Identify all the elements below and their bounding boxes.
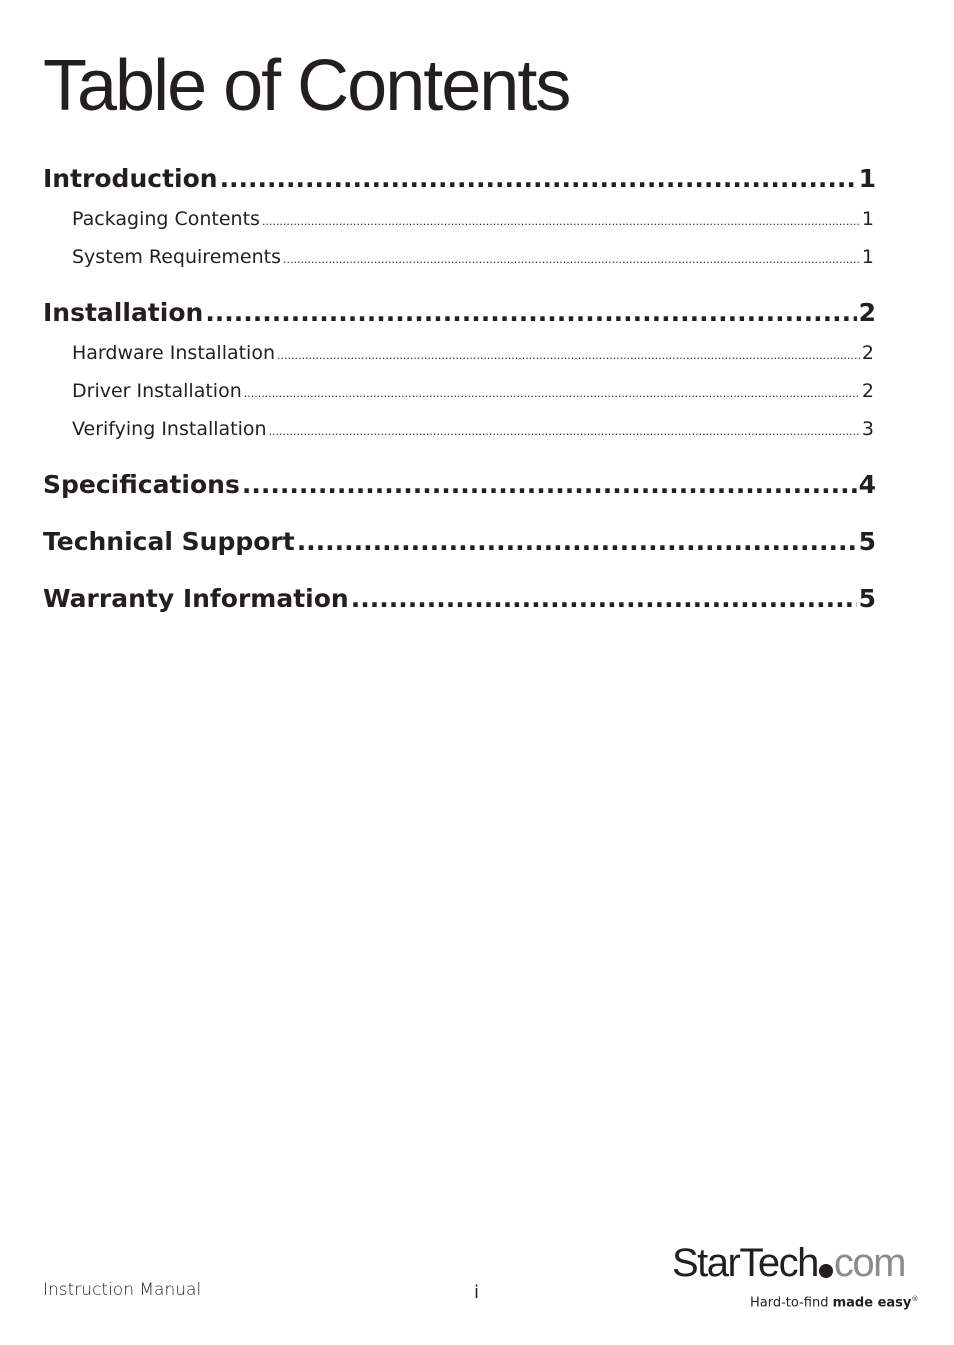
toc-page-number: 2 bbox=[861, 342, 874, 364]
toc-page-number: 5 bbox=[858, 527, 876, 556]
logo-dot-icon bbox=[819, 1264, 833, 1278]
footer-manual-label: Instruction Manual bbox=[43, 1280, 202, 1300]
toc-label: Installation bbox=[43, 298, 204, 327]
toc-page-number: 1 bbox=[858, 164, 876, 193]
registered-mark: ® bbox=[911, 1295, 919, 1303]
startech-logo bbox=[672, 1241, 919, 1318]
footer-page-number: i bbox=[474, 1282, 480, 1303]
toc-page-number: 1 bbox=[861, 208, 874, 230]
logo-brand-suffix: com bbox=[833, 1241, 905, 1285]
toc-label: Driver Installation bbox=[72, 380, 242, 402]
dot-leader bbox=[277, 349, 860, 362]
logo-wordmark bbox=[672, 1243, 905, 1283]
logo-tagline-light: Hard-to-find bbox=[750, 1295, 833, 1311]
toc-label: System Requirements bbox=[72, 246, 281, 268]
toc-entry-specifications[interactable] bbox=[43, 470, 876, 499]
toc-entry-hardware-installation[interactable] bbox=[72, 342, 874, 364]
toc-page-number: 1 bbox=[861, 246, 874, 268]
toc-label: Packaging Contents bbox=[72, 208, 260, 230]
toc-label: Specifications bbox=[43, 470, 240, 499]
dot-leader bbox=[244, 387, 860, 400]
dot-leader bbox=[269, 425, 860, 438]
toc-page-number: 4 bbox=[858, 470, 876, 499]
dot-leader bbox=[262, 215, 860, 228]
toc-entry-installation[interactable] bbox=[43, 298, 876, 327]
toc-entry-system-requirements[interactable] bbox=[72, 246, 874, 268]
toc-entry-driver-installation[interactable] bbox=[72, 380, 874, 402]
logo-tagline-bold: made easy bbox=[832, 1295, 912, 1311]
toc-entry-packaging-contents[interactable] bbox=[72, 208, 874, 230]
dot-leader bbox=[220, 164, 857, 193]
toc-entry-warranty-information[interactable] bbox=[43, 584, 876, 613]
dot-leader bbox=[297, 527, 857, 556]
dot-leader bbox=[283, 253, 860, 266]
toc-page-number: 3 bbox=[861, 418, 874, 440]
toc-entry-introduction[interactable] bbox=[43, 164, 876, 193]
toc-label: Verifying Installation bbox=[72, 418, 267, 440]
toc-label: Hardware Installation bbox=[72, 342, 276, 364]
toc-page-number: 2 bbox=[858, 298, 876, 327]
logo-brand-main: StarTech bbox=[672, 1241, 818, 1285]
logo-tagline bbox=[750, 1295, 918, 1310]
dot-leader bbox=[351, 584, 857, 613]
toc-page-number: 2 bbox=[861, 380, 874, 402]
dot-leader bbox=[242, 470, 857, 499]
toc-entry-verifying-installation[interactable] bbox=[72, 418, 874, 440]
toc-page-number: 5 bbox=[858, 584, 876, 613]
toc-entry-technical-support[interactable] bbox=[43, 527, 876, 556]
toc-label: Technical Support bbox=[43, 527, 295, 556]
dot-leader bbox=[205, 298, 856, 327]
toc-label: Warranty Information bbox=[43, 584, 349, 613]
toc-label: Introduction bbox=[43, 164, 218, 193]
page-title: Table of Contents bbox=[43, 46, 570, 126]
